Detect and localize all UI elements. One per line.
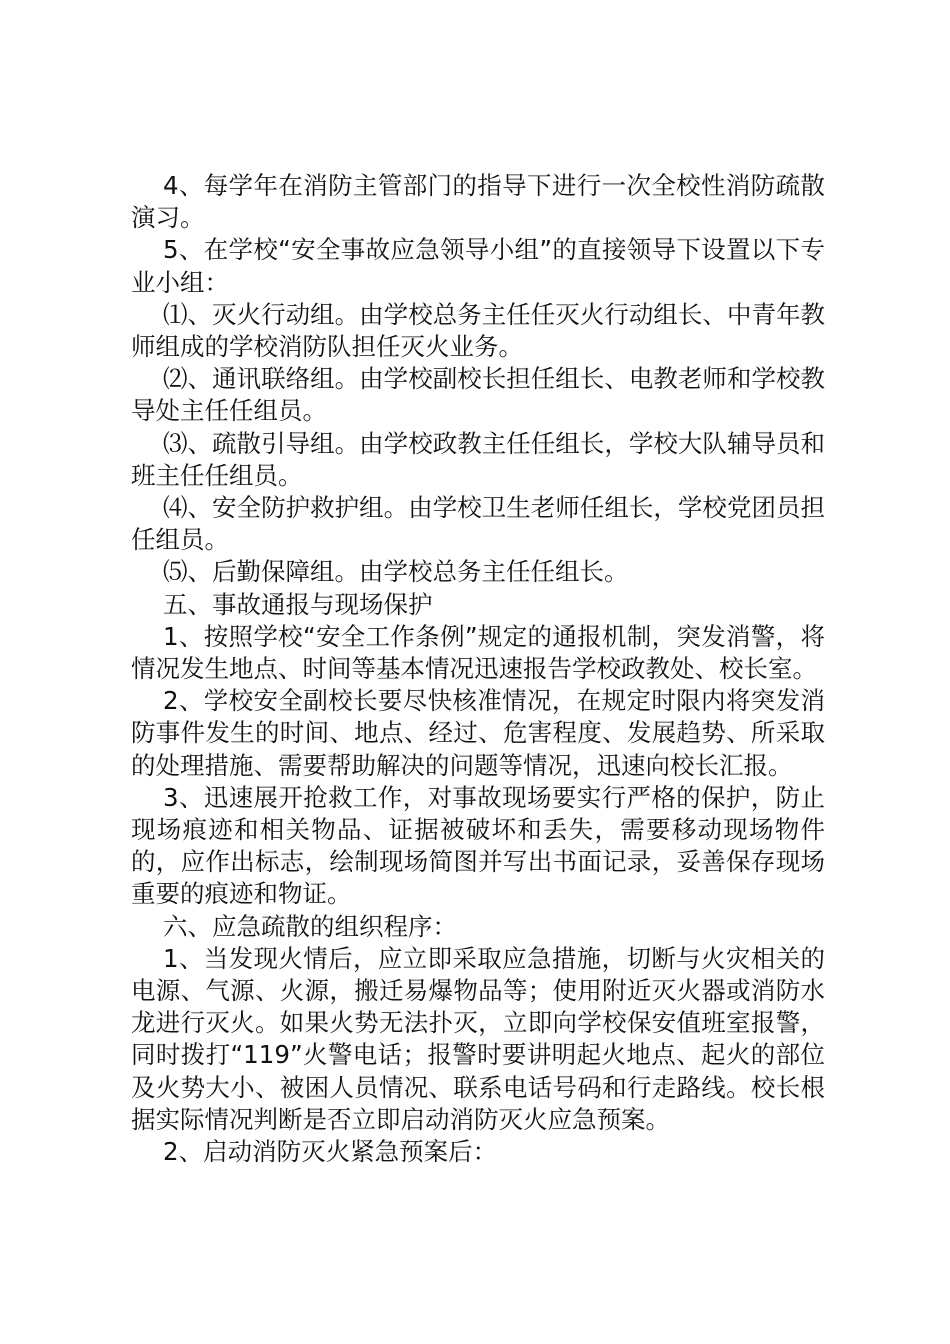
paragraph-evacuation-2: 2、启动消防灭火紧急预案后： xyxy=(163,1137,498,1167)
paragraph-drill: 4、每学年在消防主管部门的指导下进行一次全校性消防疏散演习。 xyxy=(131,171,825,233)
paragraph-evacuation-1: 1、当发现火情后，应立即采取应急措施，切断与火灾相关的电源、气源、火源，搬迁易爆物品等；使用附近灭火器或消防水龙进行灭火。如果火势无法扑灭，立即向学校保安值班室报警，同时拨打“119”火警电话；报警时要讲明起火地点、起火的部位及火势大小、被困人员情况、联系电话号码和行走路线。校长根据实际情况判断是否立即启动消防灭火应急预案。 xyxy=(131,943,825,1134)
paragraph-communication-group: ⑵、通讯联络组。由学校副校长担任组长、电教老师和学校教导处主任任组员。 xyxy=(131,364,825,426)
paragraph-groups-intro: 5、在学校“安全事故应急领导小组”的直接领导下设置以下专业小组： xyxy=(131,235,825,297)
section-heading-reporting: 五、事故通报与现场保护 xyxy=(163,589,433,619)
paragraph-evacuation-group: ⑶、疏散引导组。由学校政教主任任组长，学校大队辅导员和班主任任组员。 xyxy=(131,428,825,490)
paragraph-rescue-group: ⑷、安全防护救护组。由学校卫生老师任组长，学校党团员担任组员。 xyxy=(131,493,825,555)
paragraph-reporting-3: 3、迅速展开抢救工作，对事故现场要实行严格的保护，防止现场痕迹和相关物品、证据被破坏和丢失，需要移动现场物件的，应作出标志，绘制现场简图并写出书面记录，妥善保存现场重要的痕迹和物证。 xyxy=(131,782,825,909)
paragraph-reporting-1: 1、按照学校“安全工作条例”规定的通报机制，突发消警，将情况发生地点、时间等基本情况迅速报告学校政教处、校长室。 xyxy=(131,621,825,684)
paragraph-firefighting-group: ⑴、灭火行动组。由学校总务主任任灭火行动组长、中青年教师组成的学校消防队担任灭火业务。 xyxy=(131,299,825,362)
paragraph-logistics-group: ⑸、后勤保障组。由学校总务主任任组长。 xyxy=(163,557,629,587)
paragraph-reporting-2: 2、学校安全副校长要尽快核准情况，在规定时限内将突发消防事件发生的时间、地点、经过、危害程度、发展趋势、所采取的处理措施、需要帮助解决的问题等情况，迅速向校长汇报。 xyxy=(131,686,825,780)
section-heading-evacuation: 六、应急疏散的组织程序： xyxy=(163,911,457,941)
document-body xyxy=(131,170,825,1168)
